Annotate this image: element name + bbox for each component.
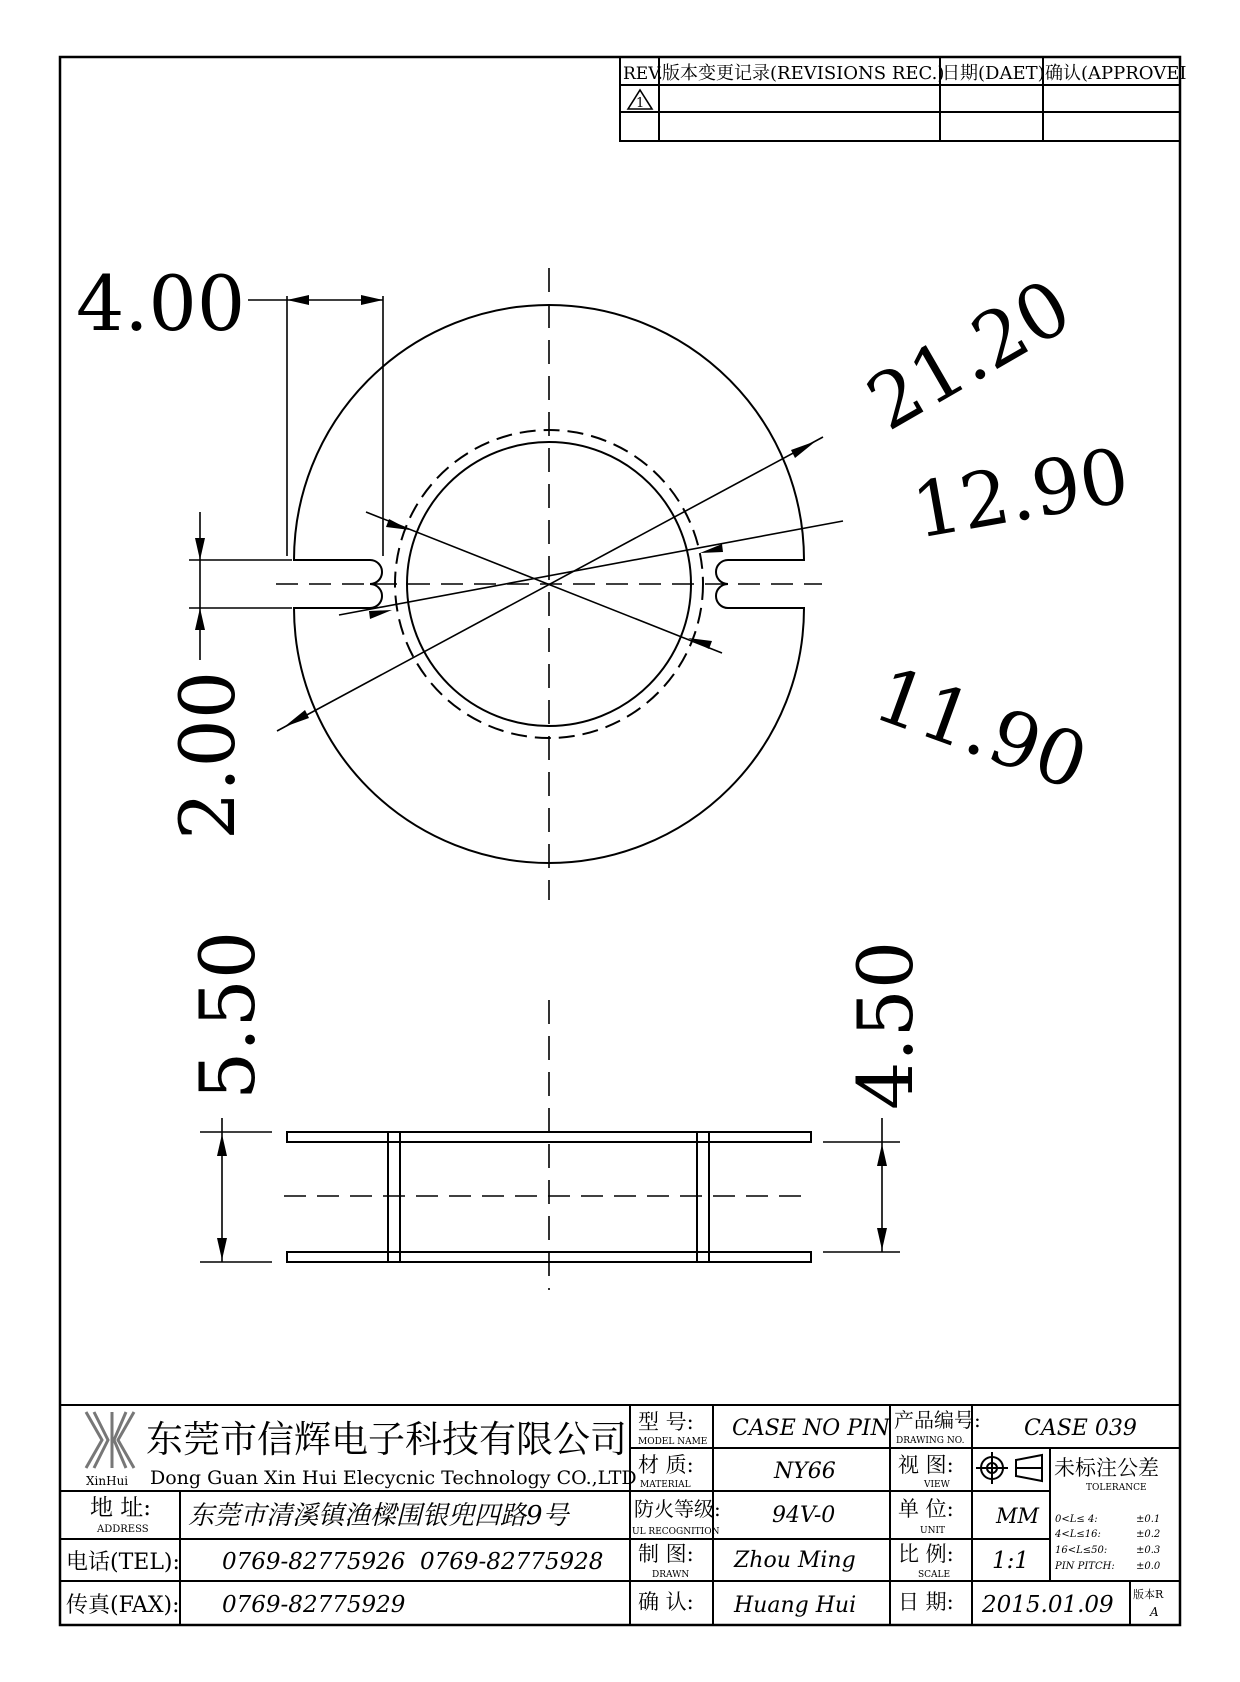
tolerance-range-1: 0<L≤ 4: — [1055, 1514, 1098, 1525]
xinhui-logo-icon — [86, 1412, 134, 1468]
address-label: 地 址: — [90, 1495, 152, 1521]
revision-date-header: 日期(DAET) — [942, 63, 1045, 84]
scale-value: 1:1 — [992, 1548, 1030, 1574]
rev-header: REV. — [623, 64, 663, 84]
material-label: 材 质: — [638, 1453, 694, 1477]
material-label-en: MATERIAL — [640, 1480, 691, 1490]
tolerance-value-2: ±0.2 — [1136, 1529, 1161, 1540]
tolerance-range-2: 4<L≤16: — [1055, 1529, 1101, 1540]
model-label: 型 号: — [638, 1410, 694, 1434]
top-flange — [287, 1132, 811, 1142]
dim-outer-diameter: 21.20 — [852, 261, 1086, 448]
tel-label: 电话(TEL): — [66, 1550, 180, 1575]
revision-record-header: 版本变更记录(REVISIONS REC.) — [662, 63, 945, 84]
model-label-en: MODEL NAME — [638, 1437, 708, 1447]
tolerance-range-3: 16<L≤50: — [1055, 1545, 1108, 1556]
dim-total-height: 5.50 — [183, 930, 272, 1100]
ul-value: 94V-0 — [772, 1503, 836, 1528]
drawing-no-label-en: DRAWING NO. — [896, 1436, 965, 1446]
view-label-en: VIEW — [924, 1480, 950, 1490]
revision-mark: 1 — [636, 96, 645, 111]
projection-symbol-icon — [976, 1452, 1042, 1484]
tel-2: 0769-82775928 — [420, 1549, 604, 1575]
drawn-value: Zhou Ming — [734, 1548, 856, 1573]
tolerance-range-4: PIN PITCH: — [1055, 1561, 1115, 1572]
dim-slot-width: 4.00 — [76, 259, 246, 348]
fax-value: 0769-82775929 — [222, 1592, 406, 1618]
drawing-no-label: 产品编号: — [894, 1408, 981, 1432]
revision-approve-header: 确认(APPROVEI — [1045, 63, 1187, 84]
arrow-21-20-left — [284, 710, 309, 727]
arrow-21-20-right — [791, 441, 816, 458]
ul-label: 防火等级: — [634, 1497, 721, 1521]
date-label: 日 期: — [898, 1590, 954, 1614]
confirm-label: 确 认: — [638, 1590, 694, 1614]
tolerance-value-1: ±0.1 — [1136, 1514, 1161, 1525]
version-label: 版本R — [1133, 1588, 1164, 1601]
fax-label: 传真(FAX): — [66, 1593, 180, 1618]
tolerance-value-3: ±0.3 — [1136, 1545, 1161, 1556]
address-value: 东莞市清溪镇渔樑围银兜四路9号 — [188, 1501, 569, 1531]
company-name-en: Dong Guan Xin Hui Elecycnic Technology CO.,LTD — [150, 1467, 637, 1489]
model-value: CASE NO PIN — [732, 1416, 890, 1441]
date-value: 2015.01.09 — [982, 1592, 1114, 1618]
logo-text: XinHui — [86, 1474, 129, 1488]
tel-1: 0769-82775926 — [222, 1549, 406, 1575]
arrow-12-90-left — [369, 610, 392, 619]
version-value: A — [1150, 1605, 1159, 1619]
dim-slot-height: 2.00 — [163, 670, 252, 840]
dim-inner-diameter: 11.90 — [863, 649, 1099, 808]
address-label-en: ADDRESS — [97, 1524, 149, 1535]
drawn-label-en: DRAWN — [652, 1570, 690, 1580]
tolerance-value-4: ±0.0 — [1136, 1561, 1161, 1572]
arrow-11-90-left — [386, 519, 410, 530]
dim-inner-height: 4.50 — [841, 940, 930, 1110]
tolerance-title-en: TOLERANCE — [1086, 1483, 1147, 1493]
side-view — [200, 1000, 900, 1290]
top-view — [189, 268, 843, 900]
unit-label: 单 位: — [898, 1497, 954, 1521]
material-value: NY66 — [774, 1459, 836, 1484]
scale-label-en: SCALE — [918, 1570, 951, 1580]
confirm-value: Huang Hui — [734, 1593, 857, 1618]
dim-dashed-diameter: 12.90 — [905, 430, 1136, 556]
company-name-cn: 东莞市信辉电子科技有限公司 — [146, 1418, 627, 1461]
unit-label-en: UNIT — [920, 1526, 946, 1536]
scale-label: 比 例: — [898, 1542, 954, 1566]
unit-value: MM — [996, 1504, 1040, 1528]
drawn-label: 制 图: — [638, 1542, 694, 1566]
tolerance-title: 未标注公差 — [1054, 1456, 1159, 1480]
view-label: 视 图: — [898, 1453, 954, 1477]
drawing-no-value: CASE 039 — [1024, 1416, 1137, 1441]
ul-label-en: UL RECOGNITION — [632, 1527, 720, 1537]
